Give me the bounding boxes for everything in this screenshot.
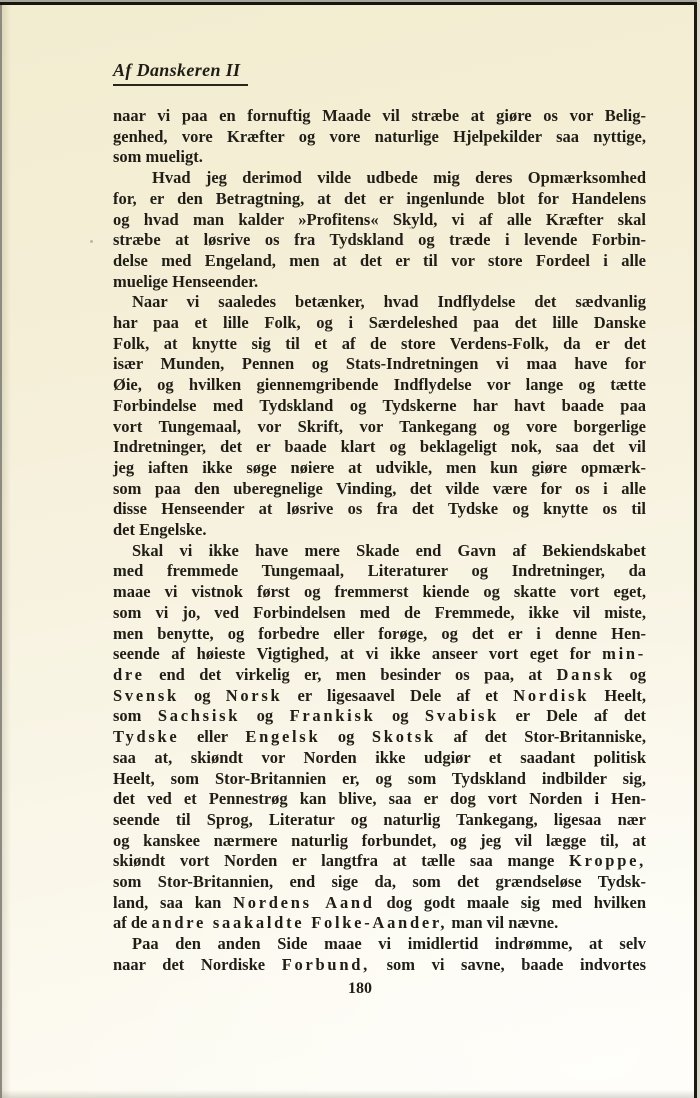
text-line: Indretninger, det er baade klart og beklageligt nok, saa det vil xyxy=(113,437,646,457)
text-line: Folk, at knytte sig til et af de store Verdens-Folk, da er det xyxy=(113,333,646,353)
page-bottom-shadow xyxy=(0,1090,700,1098)
text-line: som mueligt. xyxy=(113,147,203,167)
letterspaced-text: andre saakaldte Folke-Aander, xyxy=(151,913,448,933)
text-line: med fremmede Tungemaal, Literaturer og Indretninger, da xyxy=(113,561,646,581)
text-line: saa at, skiøndt vor Norden ikke udgiør et saadant politisk xyxy=(113,747,646,767)
text-line: men benytte, og forbedre eller forøge, og det er i denne Hen- xyxy=(113,623,646,643)
text-line: Paa den anden Side maae vi imidlertid indrømme, at selv xyxy=(132,934,646,954)
text-line: det ved et Pennestrøg kan blive, saa er dog vort Norden i Hen- xyxy=(113,789,646,809)
text-line: har paa et lille Folk, og i Særdeleshed paa det lille Danske xyxy=(113,313,646,333)
letterspaced-text: Nordens Aand xyxy=(233,892,375,912)
text-line: som Sachsisk og Frankisk og Svabisk er Dele af det xyxy=(113,706,647,726)
text-column xyxy=(113,106,646,976)
running-head xyxy=(113,60,248,86)
text-line: Tydske eller Engelsk og Skotsk af det Stor-Britanniske, xyxy=(113,727,647,747)
letterspaced-text: Nordisk xyxy=(513,685,590,705)
text-line: naar vi paa en fornuftig Maade vil stræbe at giøre os vor Belig- xyxy=(113,106,646,125)
page-right-edge xyxy=(694,2,697,1098)
text-line: maae vi vistnok først og fremmerst kiende og skatte vort eget, xyxy=(113,582,646,602)
letterspaced-text: Svabisk xyxy=(424,706,500,726)
scan-speck xyxy=(409,227,411,229)
text-line: Naar vi saaledes betænker, hvad Indflydelse det sædvanlig xyxy=(132,292,646,312)
text-line: især Munden, Pennen og Stats-Indretningen vi maa have for xyxy=(113,354,646,374)
text-line: vort Tungemaal, vor Skrift, vor Tankegang og vore borgerlige xyxy=(113,416,646,436)
letterspaced-text: Sachsisk xyxy=(157,706,241,726)
text-line: for, er den Betragtning, at det er ingenlunde blot for Handelens xyxy=(113,188,646,208)
letterspaced-text: Tydske xyxy=(113,727,180,747)
scan-speck xyxy=(90,240,93,243)
page-left-edge xyxy=(0,0,2,1098)
text-line: Heelt, som Stor-Britannien er, og som Tydskland indbilder sig, xyxy=(113,768,646,788)
text-line: naar det Nordiske Forbund, som vi savne, baade indvortes xyxy=(113,954,646,974)
letterspaced-text: Dansk xyxy=(556,664,616,684)
text-line: seende til Sprog, Literatur og naturlig Tankegang, ligesaa nær xyxy=(113,809,646,829)
text-line: seende af høieste Vigtighed, at vi ikke anseer vort eget for min- xyxy=(113,644,646,664)
text-line: jeg iaften ikke søge nøiere at udvikle, men kun giøre opmærk- xyxy=(113,457,646,477)
text-line: af de andre saakaldte Folke-Aander, man vil nævne. xyxy=(113,913,559,933)
letterspaced-text: Engelsk xyxy=(245,727,321,747)
text-line: som paa den uberegnelige Vinding, det vilde være for os i alle xyxy=(113,478,646,498)
letterspaced-text: Skotsk xyxy=(371,727,436,747)
page-number: 180 xyxy=(348,980,372,997)
letterspaced-text: Kroppe, xyxy=(569,851,646,871)
text-line: og hvad man kalder »Profitens« Skyld, vi af alle Kræfter skal xyxy=(113,209,646,229)
text-line: Hvad jeg derimod vilde udbede mig deres Opmærksomhed xyxy=(152,168,646,188)
letterspaced-text: dre xyxy=(113,664,145,684)
text-line: og kanskee nærmere naturlig forbundet, og jeg vil lægge til, at xyxy=(113,830,646,850)
letterspaced-text: Svensk xyxy=(113,685,179,705)
text-line: Forbindelse med Tydskland og Tydskerne har havt baade paa xyxy=(113,395,646,415)
text-line: stræbe at løsrive os fra Tydskland og træde i levende Forbin- xyxy=(113,230,646,250)
scan-speck xyxy=(300,625,302,627)
text-line: skiøndt vort Norden er langtfra at tælle saa mange Kroppe, xyxy=(113,851,646,871)
text-line: disse Henseender at løsrive os fra det Tydske og knytte os til xyxy=(113,499,646,519)
text-line: muelige Henseender. xyxy=(113,271,259,291)
text-line: genhed, vore Kræfter og vore naturlige Hjelpekilder saa nyttige, xyxy=(113,126,646,146)
text-line: det Engelske. xyxy=(113,520,207,540)
text-line: delse med Engeland, men at det er til vor store Fordeel i alle xyxy=(113,250,646,270)
page-left-shadow xyxy=(2,0,11,1098)
text-line: som vi jo, ved Forbindelsen med de Fremmede, ikke vil miste, xyxy=(113,602,646,622)
letterspaced-text: Frankisk xyxy=(289,706,376,726)
text-line: som Stor-Britannien, end sige da, som det grændseløse Tydsk- xyxy=(113,872,646,892)
letterspaced-text: Forbund, xyxy=(281,954,370,974)
text-line: Skal vi ikke have mere Skade end Gavn af Bekiendskabet xyxy=(132,540,646,560)
running-head-title: Af Danskeren II xyxy=(113,60,248,86)
text-line: dre end det virkelig er, men besinder os paa, at Dansk og xyxy=(113,664,646,684)
text-line: Øie, og hvilken giennemgribende Indflydelse vor lange og tætte xyxy=(113,375,646,395)
text-line: land, saa kan Nordens Aand dog godt maale sig med hvilken xyxy=(113,892,646,912)
letterspaced-text: min- xyxy=(602,644,646,664)
text-line: Svensk og Norsk er ligesaavel Dele af et Nordisk Heelt, xyxy=(113,685,647,705)
letterspaced-text: Norsk xyxy=(225,685,283,705)
page-top-edge xyxy=(0,2,700,5)
